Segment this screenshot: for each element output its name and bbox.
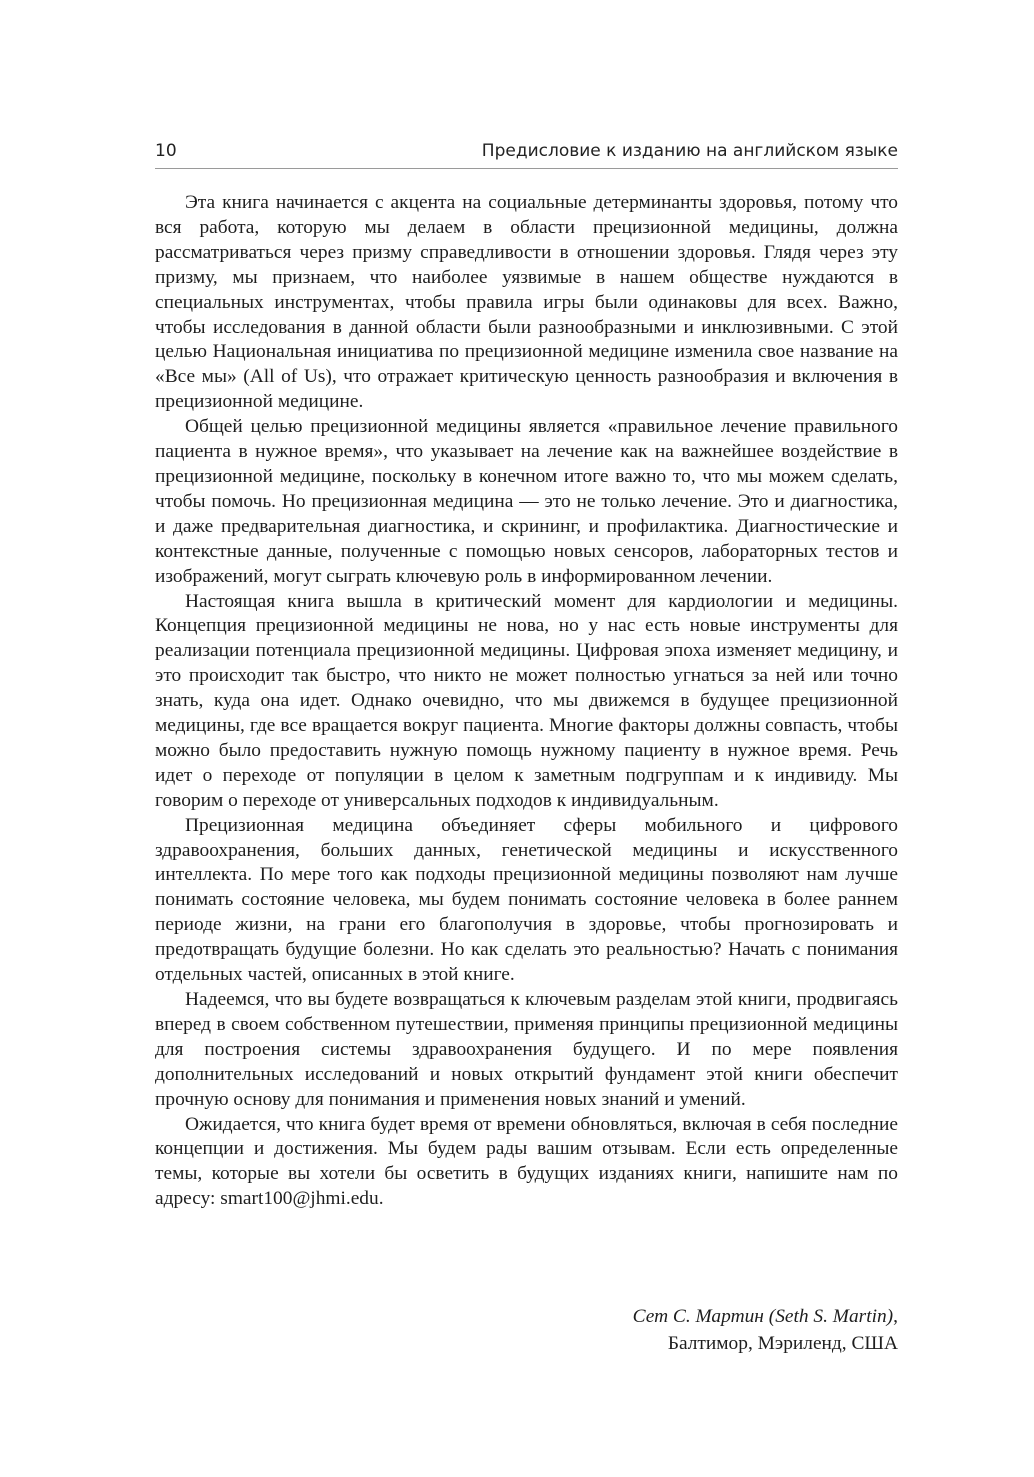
paragraph-4: Прецизионная медицина объединяет сферы мобильного и цифрового здравоохранения, больших данных, генетической медицины и искусственного интеллекта. По мере того как подходы прецизионной медицины позволяют нам лучше понимать состояние человека, мы будем понимать состояние человека в более раннем периоде жизни, на грани его благополучия в здоровье, чтобы прогнозировать и предотвращать будущие болезни. Но как сделать это реальностью? Начать с понимания отдельных частей, описанных в этой книге. [155,814,898,986]
signature-location: Балтимор, Мэриленд, США [667,1333,898,1354]
paragraph-5: Надеемся, что вы будете возвращаться к ключевым разделам этой книги, продвигаясь вперед в своем собственном путешествии, применяя принципы прецизионной медицины для построения системы здравоохранения будущего. И по мере появления дополнительных исследований и новых открытий фундамент этой книги обеспечит прочную основу для понимания и применения новых знаний и умений. [155,989,898,1110]
running-header [155,138,898,169]
signature-author-line [633,1303,898,1330]
running-header-title: Предисловие к изданию на английском языке [481,141,898,161]
signature-author: Сет С. Мартин (Seth S. Martin) [632,1306,894,1327]
signature-block [633,1303,898,1357]
paragraph-6: Ожидается, что книга будет время от времени обновляться, включая в себя последние концепции и достижения. Мы будем рады вашим отзывам. Если есть определенные темы, которые вы хотели бы осветить в будущих изданиях книги, напишите нам по адресу: smart100@jhmi.edu. [155,1113,898,1210]
paragraph-3: Настоящая книга вышла в критический момент для кардиологии и медицины. Концепция прецизионной медицины не нова, но у нас есть новые инструменты для реализации потенциала прецизионной медицины. Цифровая эпоха изменяет медицину, и это происходит так быстро, что никто не может полностью угнаться за ней или точно знать, куда она идет. Однако очевидно, что мы движемся в будущее прецизионной медицины, где все вращается вокруг пациента. Многие факторы должны совпасть, чтобы можно было предоставить нужную помощь нужному пациенту в нужное время. Речь идет о переходе от популяции в целом к заметным подгруппам и к индивиду. Мы говорим о переходе от универсальных подходов к индивидуальным. [155,590,898,811]
signature-separator: , [893,1306,898,1327]
page-number: 10 [155,141,177,161]
body-text [155,191,898,1212]
paragraph-1: Эта книга начинается с акцента на социальные детерминанты здоровья, потому что вся работа, которую мы делаем в области прецизионной медицины, должна рассматриваться через призму справедливости в отношении здоровья. Глядя через эту призму, мы признаем, что наиболее уязвимые в нашем обществе нуждаются в специальных инструментах, чтобы правила игры были одинаковы для всех. Важно, чтобы исследования в данной области были разнообразными и инклюзивными. С этой целью Национальная инициатива по прецизионной медицине изменила свое название на «Все мы» (All of Us), что отражает критическую ценность разнообразия и включения в прецизионной медицине. [155,192,898,413]
paragraph-2: Общей целью прецизионной медицины является «правильное лечение правильного пациента в нужное время», что указывает на лечение как на важнейшее воздействие в прецизионной медицине, поскольку в конечном итоге важно то, что мы можем сделать, чтобы помочь. Но прецизионная медицина — это не только лечение. Это и диагностика, и даже предварительная диагностика, и скрининг, и профилактика. Диагностические и контекстные данные, полученные с помощью новых сенсоров, лабораторных тестов и изображений, могут сыграть ключевую роль в информированном лечении. [155,416,898,587]
